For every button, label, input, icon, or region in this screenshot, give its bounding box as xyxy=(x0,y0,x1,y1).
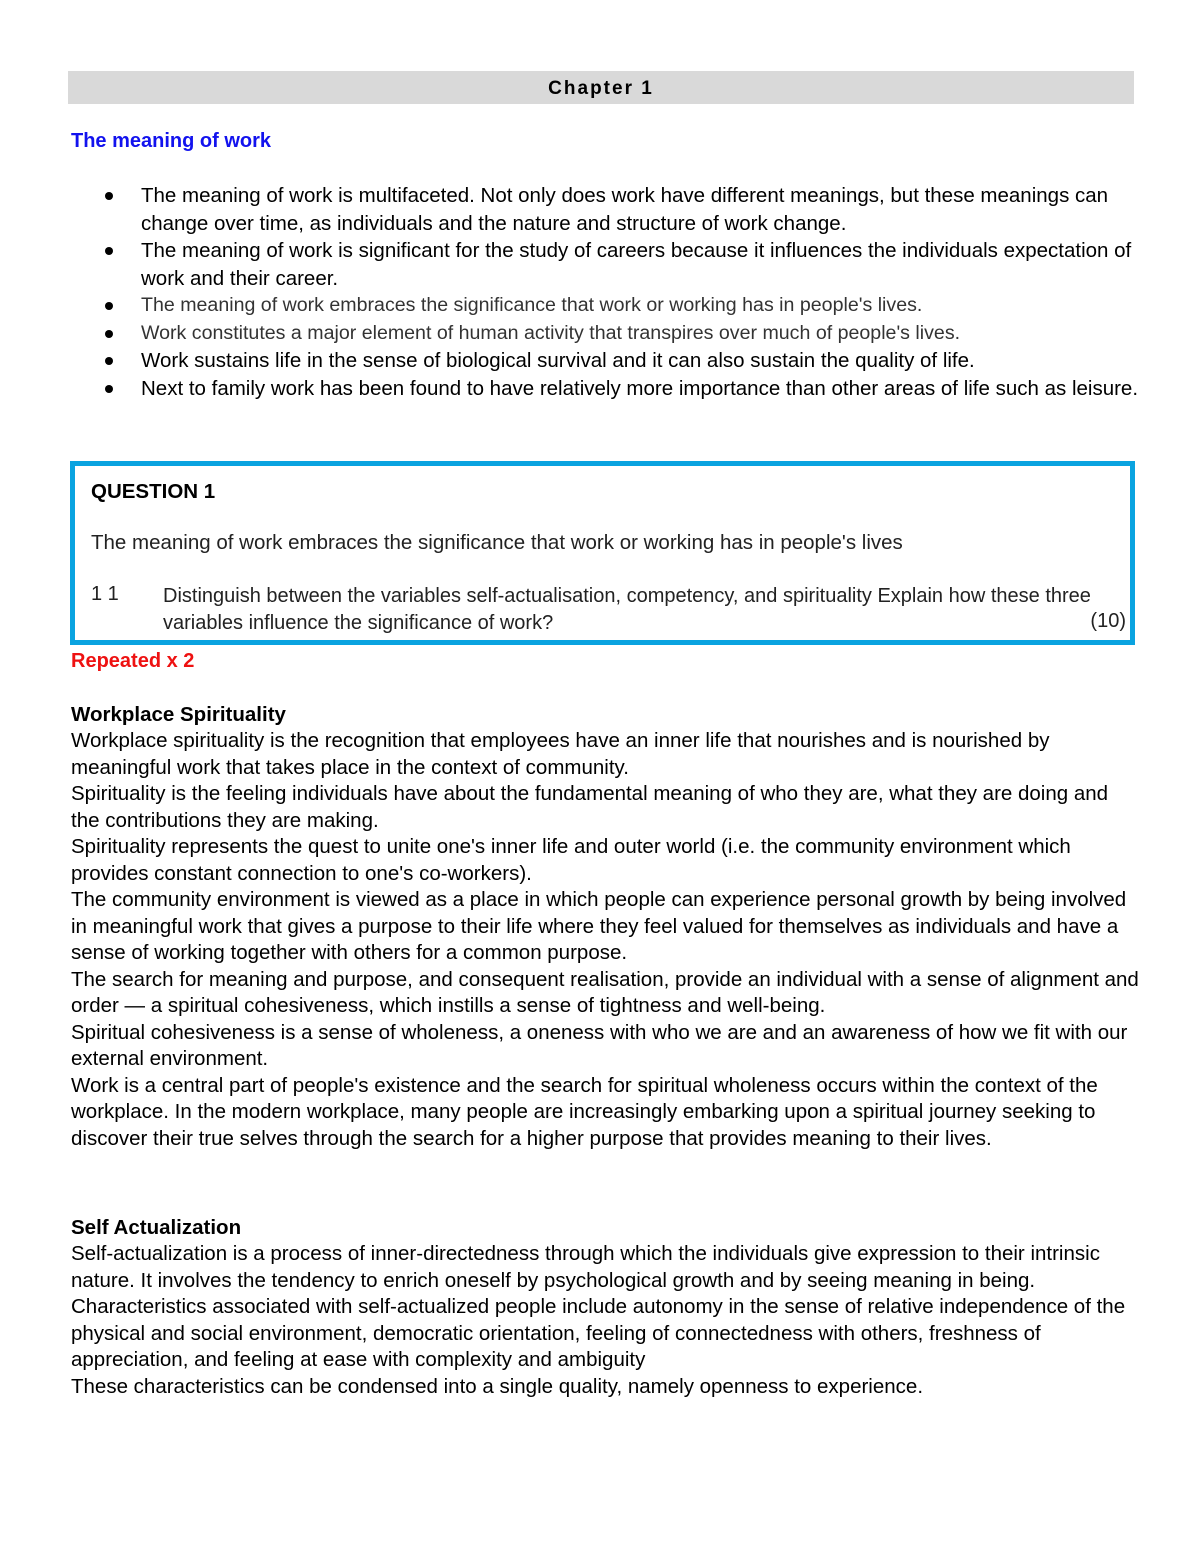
paragraph: Work is a central part of people's existence and the search for spiritual wholeness occurs within the context of the workplace. In the modern workplace, many people are increasingly embarking upon a spiritual journey seeking to discover their true selves through the search for a higher purpose that provides meaning to their lives. xyxy=(71,1073,1098,1150)
bullet-icon xyxy=(105,330,113,338)
bullet-icon xyxy=(105,247,113,255)
paragraph: Spirituality is the feeling individuals have about the fundamental meaning of who they are, what they are doing and the contributions they are making. xyxy=(71,782,1109,832)
chapter-header: Chapter 1 xyxy=(68,71,1134,104)
bullet-icon xyxy=(105,192,113,200)
paragraph: The community environment is viewed as a place in which people can experience personal growth by being involved in meaningful work that gives a purpose to their life where they feel valued for themselves as individuals and have a sense of working together with others for a common purpose. xyxy=(71,888,1127,964)
list-item xyxy=(71,375,1141,403)
bullet-list xyxy=(71,182,1141,402)
question-body: Distinguish between the variables self-actualisation, competency, and spirituality Explain how these three variables influence the significance of work? xyxy=(163,585,1091,634)
self-actualization-section xyxy=(71,1215,1141,1400)
bullet-icon xyxy=(105,385,113,393)
paragraph: Workplace spirituality is the recognition that employees have an inner life that nourishes and is nourished by meaningful work that takes place in the context of community. xyxy=(71,729,1050,779)
question-marks: (10) xyxy=(1090,610,1126,632)
workplace-spirituality-section xyxy=(71,702,1141,1152)
list-item xyxy=(71,182,1141,237)
paragraph: The search for meaning and purpose, and consequent realisation, provide an individual with a sense of alignment and order — a spiritual cohesiveness, which instills a sense of tightness and well-being. xyxy=(71,967,1139,1017)
question-heading: QUESTION 1 xyxy=(91,480,216,503)
section-heading: Self Actualization xyxy=(71,1216,242,1239)
bullet-text: The meaning of work is multifaceted. Not only does work have different meanings, but these meanings can change over time, as individuals and the nature and structure of work change. xyxy=(141,184,1109,235)
paragraph: These characteristics can be condensed into a single quality, namely openness to experience. xyxy=(71,1374,924,1398)
bullet-icon xyxy=(105,357,113,365)
bullet-text: Work constitutes a major element of human activity that transpires over much of people's lives. xyxy=(141,321,961,344)
paragraph: Characteristics associated with self-actualized people include autonomy in the sense of relative independence of the physical and social environment, democratic orientation, feeling of connectedness with others, freshness of appreciation, and feeling at ease with complexity and ambiguity xyxy=(71,1295,1126,1371)
repeated-note: Repeated x 2 xyxy=(71,650,195,672)
list-item xyxy=(71,237,1141,292)
bullet-icon xyxy=(105,302,113,310)
question-statement: The meaning of work embraces the significance that work or working has in people's lives xyxy=(91,531,903,554)
bullet-text: Next to family work has been found to have relatively more importance than other areas of life such as leisure. xyxy=(141,376,1139,400)
question-number: 1 1 xyxy=(91,583,119,605)
list-item xyxy=(71,320,1141,348)
section-heading: Workplace Spirituality xyxy=(71,703,286,726)
paragraph: Spirituality represents the quest to unite one's inner life and outer world (i.e. the community environment which provides constant connection to one's co-workers). xyxy=(71,835,1071,885)
section-title: The meaning of work xyxy=(71,130,272,152)
question-box xyxy=(70,461,1135,645)
list-item xyxy=(71,292,1141,320)
paragraph: Self-actualization is a process of inner-directedness through which the individuals give expression to their intrinsic nature. It involves the tendency to enrich oneself by psychological growth and by seeing meaning in being. xyxy=(71,1242,1100,1292)
bullet-text: The meaning of work embraces the significance that work or working has in people's lives. xyxy=(141,294,923,316)
bullet-text: Work sustains life in the sense of biological survival and it can also sustain the quality of life. xyxy=(141,349,975,372)
bullet-text: The meaning of work is significant for the study of careers because it influences the individuals expectation of work and their career. xyxy=(141,239,1132,290)
paragraph: Spiritual cohesiveness is a sense of wholeness, a oneness with who we are and an awareness of how we fit with our external environment. xyxy=(71,1020,1128,1070)
list-item xyxy=(71,347,1141,375)
